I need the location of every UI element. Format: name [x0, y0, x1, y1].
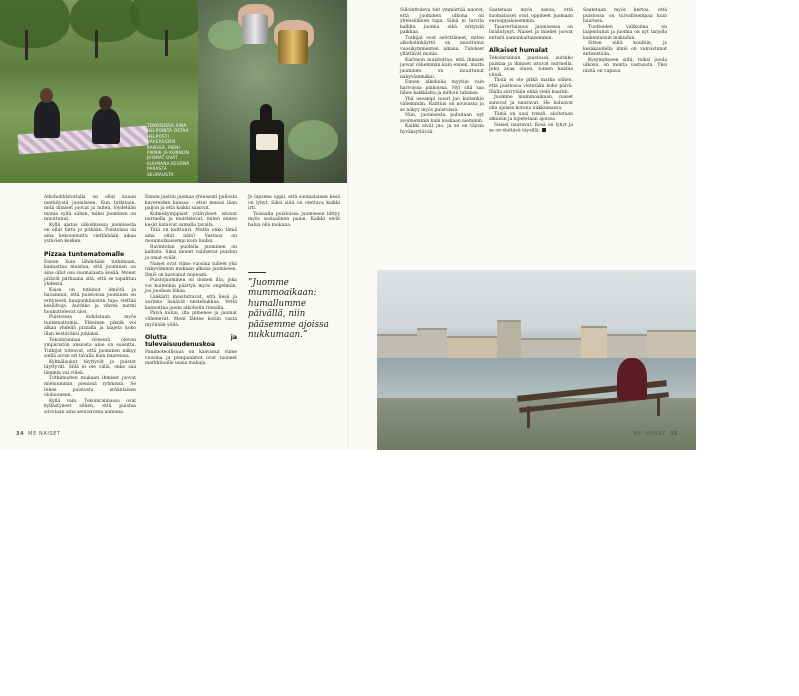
subheading: Alkaiset humalat	[489, 47, 548, 55]
article-column-1	[44, 195, 136, 415]
magazine-name-right: ME NAISET	[633, 431, 666, 437]
page-number-right: 35	[669, 431, 678, 437]
end-of-article-icon	[542, 128, 546, 132]
paragraph: Tutkimusten mukaan ihmiset juovat mieluummin pienissä ryhmissä. Se tekee puistosta eräänlaisen olohuoneen.	[44, 376, 136, 399]
paragraph: Alkoholihistorialla on ollut kauan merkitystä juomiseen. Kun tutkitaan, mitä ihmiset juovat ja miten, löydetään monia syitä siihen, miksi juominen on muuttunut.	[44, 195, 136, 223]
page-footer-right	[633, 431, 682, 437]
article-column-5	[489, 8, 573, 134]
park-photo-caption: TOKOISISSA AINA HELPOINTA OSTAA HELPOSTI KAVEREIDEN KANSSA. PIENI PIKNIK JA KUNNON JUOMAT OVAT KUUMANA KESÄNÄ PARASTA SEURAUSTA.	[147, 123, 190, 177]
paragraph: Kaisa on tutkinut ilmiötä ja havainnut, että puistoissa juominen on erityisesti kaupunkilaisten tapa viettää kesäiltoja. Aurinko ja vihreä nurmi houkuttelevat ulos.	[44, 287, 136, 315]
subheading: Pizzaa tuntematomalle	[44, 250, 125, 258]
paragraph: Sitten niitä kuultiin, ja kesäkaudella ilmiö on vahvistunut entisestään.	[583, 41, 667, 58]
paragraph: Niin, juomisesta puhutaan nyt avoimemmin kuin koskaan aiemmin.	[400, 113, 484, 124]
paragraph: Jo lapsena oppii, että suomalainen kesä on lyhyt. Siksi siitä on otettava kaikki irti.	[248, 195, 340, 212]
paragraph: Sillointtuleva tiet ymmärtää nuoret, että juominen ulkona on yhteisöllinen tapa. Siinä ei tarvita kalliita juomia eikä erityistä paikkaa.	[400, 8, 484, 36]
article-column-3	[248, 195, 340, 228]
park-photo	[0, 0, 198, 183]
paragraph: Kyllä ajatus ulkoilmassa juomisesta on ollut tuttu jo pitkään. Puistoissa on aina kokoonnuttu viettämään aikaa ystävien kesken.	[44, 222, 136, 245]
paragraph: Saatetaan myös kertoa, että puistossa on turvallisempaa kuin baarissa.	[583, 8, 667, 25]
paragraph: Yhä useampi nuori juo kuitenkin vähemmän. Raittius on nousussa ja se näkyy myös puistoissa.	[400, 96, 484, 113]
paragraph: Kysymykseen siitä, miksi juoda ulkona, on monta vastausta. Yksi niistä on vapaus.	[583, 57, 667, 75]
paragraph: Ravintolan puolella juominen on kallista. Siksi monet valitsevat puiston ja omat eväät.	[145, 244, 237, 262]
magazine-name-left: ME NAISET	[28, 431, 61, 437]
pull-quote	[248, 272, 342, 340]
paragraph: Tämä on uusi trendi: aloitetaan aikaisin ja lopetetaan ajoissa.	[489, 111, 573, 123]
article-column-4	[400, 8, 484, 136]
paragraph: Päivä kuluu, ilta pimenee ja juomat vähenevät. Moni lähtee kotiin vasta myöhään yöllä.	[145, 311, 237, 328]
paragraph: Puistojuominen on iloinen ilta, joka voi kuitenkin päättyä myös ongelmiin, jos juodaan liikaa.	[145, 278, 237, 295]
paragraph: Kolmekymppiset ystävykset istuvat nurmella ja muistelevat, miten ennen kesät kuluivat samalla tavalla.	[145, 211, 237, 228]
paragraph: Kaikki eivät juo, ja se on täysin hyväksyttävää.	[400, 124, 484, 136]
paragraph: Tutkijat ovat selvittäneet, miten alkoholinkäyttö on muuttunut vuosikymmenten aikana. Tulokset yllättävät monia.	[400, 35, 484, 58]
paragraph: Karlsson muistuttaa, että ihmiset juovat vähemmän kuin ennen, mutta juominen on muuttunut näkyvämmäksi.	[400, 57, 484, 80]
page-footer-left	[12, 431, 61, 437]
paragraph: Juomme mummoaikaan, naiset sanovat ja nauravat. He haluavat olla ajoissa kotona nukkumassa.	[489, 95, 573, 112]
city-skyline	[377, 318, 696, 358]
paragraph: Naiset ovat viime vuosina tulleet yhä näkyvämmin mukaan ulkona juomiseen. Ilmiö on kasvanut nopeasti.	[145, 261, 237, 278]
paragraph: Lääkärit muistuttavat, että kesä ja aurinko lisäävät nestehukkaa. Vettä kannattaa juoda alkoholin rinnalla.	[145, 294, 237, 311]
paragraph: Saatetaan myös sanoa, että suomalaiset ovat oppineet juomaan eurooppalaisemmin.	[489, 8, 573, 25]
paragraph: Kyllä vain. Tokoinrannassa ovat kyllästyneet siihen, että puistoa siivotaan aina seuraavana aamuna.	[44, 398, 136, 415]
paragraph: Tokoinrannan puistossa aurinko paistaa ja ihmiset istuvat nurmella. Joku avaa oluen, toinen kaataa viiniä.	[489, 56, 573, 78]
paragraph: Kylmälaukut täyttyvät ja puistot täyttyvät. Sillä ei ole väliä, onko sää lämmin vai viileä.	[44, 359, 136, 376]
paragraph: Tätä on kulttuuri. Mutta onko tämä aina ollut näin? Vastaus on monimutkaisempi kuin luulisi.	[145, 228, 237, 245]
paragraph: Toisaalta puistoissa juomiseen liittyy myös sosiaalinen paine. Kaikki eivät halua olla mukana.	[248, 211, 340, 228]
paragraph: Tästä ei ole pitkä matka siihen, että puistossa vietetään koko päivä. Illalla siirrytään ehkä vielä baariin.	[489, 78, 573, 95]
paragraph: Ennen alkoholia myytiin vain harvoissa paikoissa. Nyt sitä saa lähes kaikkialta ja milloin tahansa.	[400, 80, 484, 97]
paragraph	[489, 123, 573, 135]
lake-photo	[377, 270, 793, 696]
paragraph: Puistoissa kohdataan myös tuntemattomia. Yhteinen piknik voi alkaa yhdellä pizzalla ja laajeta koko illan kestäväksi juhlaksi.	[44, 315, 136, 338]
paragraph: Ennen kuin lähdetään tutkimaan, kannattaa muistaa, että juominen on aina ollut osa suomalaista kesää. Monet pitävät parhaana sitä, että se tapahtuu yhdessä.	[44, 259, 136, 288]
pull-quote-rule	[248, 272, 266, 273]
subheading: Olutta ja tulevaisuudenuskoa	[145, 334, 237, 349]
paragraph: Tuotteiden valikoima on laajentunut ja juomia on nyt tarjolla kaikenlaisiin makuihin.	[583, 24, 667, 41]
wine-photo	[198, 0, 347, 183]
lake-photo-caption: HELSINGIN KESÄILLASSA ON SEKÄ HETKEN RAUHAA ETTÄ PALJON TEKEMISTÄ.	[761, 658, 793, 696]
paragraph: Tasavertaisuus juomisessa on lisääntynyt. Naiset ja miehet juovat entistä samankaltaisemmin.	[489, 24, 573, 41]
paragraph: Panimoteollisuus on kasvanut viime vuosina ja pienpanimot ovat tuoneet markkinoille uusia makuja.	[145, 350, 237, 367]
pull-quote-text: ”Juomme mummoaikaan: humallumme päivällä, niin pääsemme ajoissa nukkumaan.”	[248, 278, 329, 341]
closing-sentence: Naiset nauravat. Kesä on lyhyt ja se on elettävä täysillä.	[489, 122, 573, 134]
page-gutter	[347, 0, 349, 450]
page-number-left: 34	[16, 431, 25, 437]
paragraph: Ennen juotiin juomaa yhteisesti pullosta kavereiden kanssa – ettei menisi liian paljon ja että kaikki saisivat.	[145, 195, 237, 212]
paragraph: Tokoinrannan vireessä olevan ympäristön ansiosta alue on suosittu. Tutkijat toteavat, että juominen näkyy siellä aivan eri tavalla kuin baareissa.	[44, 337, 136, 360]
article-column-6	[583, 8, 667, 75]
article-column-2	[145, 195, 237, 367]
